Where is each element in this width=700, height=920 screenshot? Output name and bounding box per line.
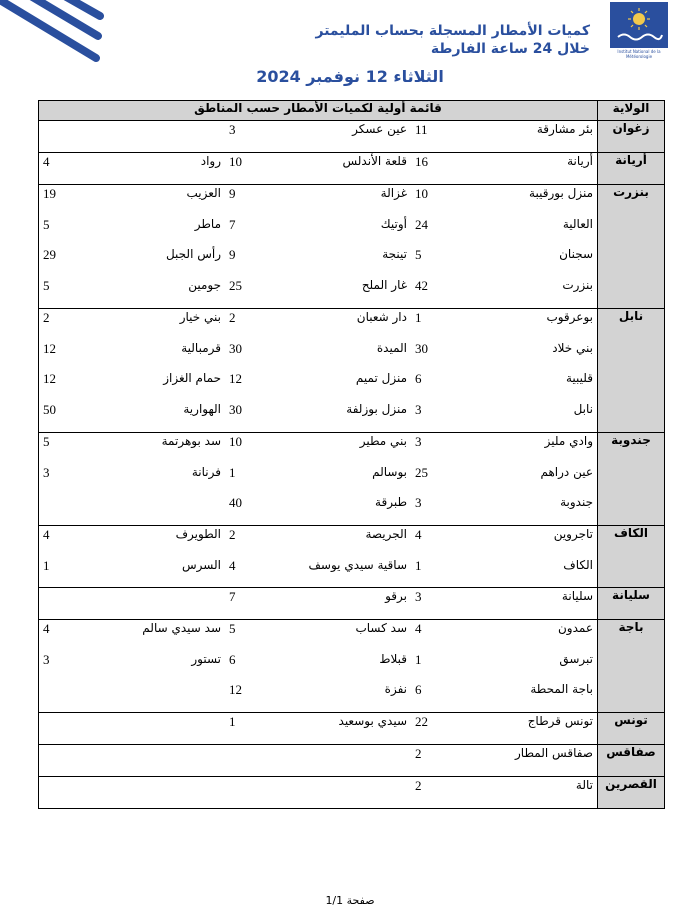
station-cell bbox=[225, 713, 411, 744]
rainfall-value: 30 bbox=[229, 341, 242, 356]
station-row bbox=[39, 464, 597, 494]
station-cell bbox=[411, 745, 597, 776]
station-cell bbox=[225, 216, 411, 246]
station-name: الجريصة bbox=[365, 527, 407, 541]
station-cell bbox=[411, 216, 597, 246]
governorate-name: الكاف bbox=[598, 526, 665, 588]
sun-wave-icon bbox=[614, 5, 664, 45]
station-name: قلعة الأندلس bbox=[342, 154, 407, 168]
rainfall-value: 12 bbox=[229, 371, 242, 386]
station-cell bbox=[225, 494, 411, 525]
list-column-header: قائمة أولية لكميات الأمطار حسب المناطق bbox=[39, 101, 598, 121]
rainfall-value: 3 bbox=[43, 652, 50, 667]
station-cell bbox=[225, 370, 411, 401]
rainfall-value: 2 bbox=[415, 778, 422, 793]
station-row bbox=[39, 401, 597, 432]
station-cell bbox=[225, 277, 411, 308]
station-name: العالية bbox=[562, 217, 593, 231]
rainfall-value: 4 bbox=[43, 527, 50, 542]
station-cell bbox=[39, 401, 225, 432]
rainfall-value: 10 bbox=[229, 154, 242, 169]
station-cell bbox=[411, 557, 597, 587]
station-name: بوعرقوب bbox=[546, 310, 593, 324]
station-name: بني خلاد bbox=[552, 341, 593, 355]
station-cell bbox=[39, 745, 225, 776]
station-cell bbox=[225, 185, 411, 216]
rainfall-value: 42 bbox=[415, 278, 428, 293]
governorate-group bbox=[39, 745, 665, 777]
station-row bbox=[39, 121, 597, 152]
station-cell bbox=[39, 681, 225, 712]
station-row bbox=[39, 277, 597, 308]
rainfall-value: 3 bbox=[415, 434, 422, 449]
station-row bbox=[39, 309, 597, 340]
rainfall-value: 22 bbox=[415, 714, 428, 729]
station-name: ماطر bbox=[194, 217, 221, 231]
rainfall-value: 30 bbox=[415, 341, 428, 356]
rainfall-value: 2 bbox=[229, 527, 236, 542]
station-cell bbox=[39, 340, 225, 370]
station-cell bbox=[411, 651, 597, 681]
rainfall-value: 6 bbox=[229, 652, 236, 667]
rainfall-value: 5 bbox=[229, 621, 236, 636]
station-name: ساقية سيدي يوسف bbox=[308, 558, 407, 572]
station-cell bbox=[411, 370, 597, 401]
station-name: سليانة bbox=[561, 589, 593, 603]
station-cell bbox=[39, 494, 225, 525]
station-name: تاجروين bbox=[553, 527, 593, 541]
rainfall-value: 6 bbox=[415, 371, 422, 386]
station-row bbox=[39, 745, 597, 776]
station-name: العزيب bbox=[186, 186, 221, 200]
station-name: رواد bbox=[200, 154, 221, 168]
station-name: بني خيار bbox=[179, 310, 221, 324]
station-name: فرنانة bbox=[191, 465, 221, 479]
station-row bbox=[39, 370, 597, 401]
rainfall-value: 2 bbox=[229, 310, 236, 325]
rainfall-value: 4 bbox=[415, 621, 422, 636]
station-cell bbox=[225, 121, 411, 152]
station-name: السرس bbox=[182, 558, 221, 572]
governorate-name: أريانة bbox=[598, 153, 665, 185]
station-cell bbox=[411, 121, 597, 152]
logo-caption: Institut National de la Météorologie bbox=[617, 49, 661, 59]
governorate-group bbox=[39, 309, 665, 433]
station-cell bbox=[411, 777, 597, 808]
rainfall-value: 16 bbox=[415, 154, 428, 169]
governorate-group bbox=[39, 777, 665, 809]
report-date: الثلاثاء 12 نوفمبر 2024 bbox=[256, 67, 444, 86]
station-cell bbox=[39, 620, 225, 651]
station-cell bbox=[39, 246, 225, 277]
rainfall-value: 24 bbox=[415, 217, 428, 232]
rainfall-value: 12 bbox=[43, 341, 56, 356]
station-cell bbox=[411, 433, 597, 464]
station-cell bbox=[39, 557, 225, 587]
rainfall-value: 2 bbox=[415, 746, 422, 761]
station-name: تينجة bbox=[382, 247, 407, 261]
rainfall-value: 1 bbox=[229, 714, 236, 729]
station-cell bbox=[39, 651, 225, 681]
station-cell bbox=[225, 246, 411, 277]
station-name: جندوبة bbox=[560, 495, 593, 509]
station-cell bbox=[411, 340, 597, 370]
station-name: دار شعبان bbox=[356, 310, 407, 324]
station-cell bbox=[411, 309, 597, 340]
station-cell bbox=[411, 464, 597, 494]
rainfall-value: 6 bbox=[415, 682, 422, 697]
station-name: عمدون bbox=[557, 621, 593, 635]
rainfall-value: 30 bbox=[229, 402, 242, 417]
station-row bbox=[39, 433, 597, 464]
governorate-name: صفاقس bbox=[598, 745, 665, 777]
station-name: باجة المحطة bbox=[530, 682, 593, 696]
station-row bbox=[39, 153, 597, 184]
rainfall-value: 4 bbox=[43, 621, 50, 636]
governorate-name: باجة bbox=[598, 620, 665, 713]
rainfall-value: 2 bbox=[43, 310, 50, 325]
station-name: تبرسق bbox=[559, 652, 593, 666]
governorate-group bbox=[39, 713, 665, 745]
station-name: قرمبالية bbox=[181, 341, 221, 355]
station-cell bbox=[225, 401, 411, 432]
station-name: غار الملح bbox=[361, 278, 407, 292]
station-name: سيدي بوسعيد bbox=[338, 714, 407, 728]
station-cell bbox=[411, 588, 597, 619]
station-name: سد سيدي سالم bbox=[142, 621, 221, 635]
station-name: نفزة bbox=[384, 682, 407, 696]
station-cell bbox=[39, 777, 225, 808]
rainfall-value: 50 bbox=[43, 402, 56, 417]
rainfall-value: 9 bbox=[229, 247, 236, 262]
station-cell bbox=[411, 277, 597, 308]
station-name: نابل bbox=[573, 402, 593, 416]
rainfall-value: 3 bbox=[415, 589, 422, 604]
station-name: رأس الجبل bbox=[165, 247, 221, 261]
station-cell bbox=[39, 370, 225, 401]
rainfall-value: 3 bbox=[229, 122, 236, 137]
station-name: الكاف bbox=[563, 558, 593, 572]
governorate-group bbox=[39, 121, 665, 153]
rainfall-value: 3 bbox=[415, 402, 422, 417]
station-name: قليبية bbox=[565, 371, 593, 385]
station-name: طبرقة bbox=[375, 495, 407, 509]
station-name: سجنان bbox=[559, 247, 593, 261]
station-cell bbox=[39, 216, 225, 246]
institute-logo bbox=[608, 2, 670, 58]
station-name: عين عسكر bbox=[352, 122, 407, 136]
station-name: سد بوهرتمة bbox=[161, 434, 221, 448]
station-cell bbox=[225, 557, 411, 587]
station-name: بني مطير bbox=[359, 434, 407, 448]
station-name: بنزرت bbox=[562, 278, 593, 292]
station-cell bbox=[39, 121, 225, 152]
rainfall-value: 12 bbox=[229, 682, 242, 697]
station-cell bbox=[225, 651, 411, 681]
rainfall-value: 4 bbox=[415, 527, 422, 542]
rainfall-table bbox=[38, 100, 665, 809]
governorate-group bbox=[39, 185, 665, 309]
station-name: الطويرف bbox=[175, 527, 221, 541]
station-row bbox=[39, 620, 597, 651]
station-row bbox=[39, 681, 597, 712]
decorative-stripes bbox=[0, 0, 110, 70]
station-name: بوسالم bbox=[372, 465, 407, 479]
station-name: تستور bbox=[191, 652, 221, 666]
station-row bbox=[39, 185, 597, 216]
station-row bbox=[39, 494, 597, 525]
station-name: جومين bbox=[188, 278, 221, 292]
rainfall-value: 9 bbox=[229, 186, 236, 201]
rainfall-value: 5 bbox=[43, 217, 50, 232]
station-cell bbox=[225, 309, 411, 340]
governorate-name: تونس bbox=[598, 713, 665, 745]
station-cell bbox=[225, 433, 411, 464]
governorate-name: القصرين bbox=[598, 777, 665, 809]
station-row bbox=[39, 713, 597, 744]
station-row bbox=[39, 588, 597, 619]
station-cell bbox=[39, 526, 225, 557]
rainfall-value: 19 bbox=[43, 186, 56, 201]
rainfall-value: 4 bbox=[229, 558, 236, 573]
title-line-1: كميات الأمطار المسجلة بحساب المليمتر bbox=[315, 23, 590, 39]
governorate-name: بنزرت bbox=[598, 185, 665, 309]
station-cell bbox=[225, 340, 411, 370]
governorate-name: نابل bbox=[598, 309, 665, 433]
rainfall-value: 5 bbox=[43, 278, 50, 293]
governorate-group bbox=[39, 433, 665, 526]
station-row bbox=[39, 216, 597, 246]
rainfall-value: 1 bbox=[229, 465, 236, 480]
station-cell bbox=[411, 494, 597, 525]
rainfall-value: 10 bbox=[229, 434, 242, 449]
title-line-2: خلال 24 ساعة الفارطة bbox=[430, 41, 590, 57]
station-name: حمام الغزاز bbox=[163, 371, 221, 385]
rainfall-value: 11 bbox=[415, 122, 428, 137]
station-cell bbox=[411, 681, 597, 712]
station-row bbox=[39, 526, 597, 557]
station-cell bbox=[225, 588, 411, 619]
station-row bbox=[39, 651, 597, 681]
station-name: صفاقس المطار bbox=[515, 746, 593, 760]
station-cell bbox=[411, 246, 597, 277]
station-cell bbox=[225, 153, 411, 184]
page-number: صفحة 1/1 bbox=[325, 894, 375, 907]
station-cell bbox=[225, 526, 411, 557]
station-cell bbox=[39, 464, 225, 494]
station-name: الهوارية bbox=[183, 402, 221, 416]
station-name: منزل تميم bbox=[355, 371, 407, 385]
rainfall-value: 4 bbox=[43, 154, 50, 169]
rainfall-value: 7 bbox=[229, 217, 236, 232]
rainfall-value: 40 bbox=[229, 495, 242, 510]
station-cell bbox=[39, 277, 225, 308]
rainfall-value: 12 bbox=[43, 371, 56, 386]
rainfall-value: 25 bbox=[229, 278, 242, 293]
station-name: بئر مشارقة bbox=[536, 122, 593, 136]
station-cell bbox=[411, 620, 597, 651]
station-cell bbox=[411, 713, 597, 744]
station-name: تالة bbox=[575, 778, 593, 792]
station-cell bbox=[411, 185, 597, 216]
station-cell bbox=[411, 401, 597, 432]
station-row bbox=[39, 246, 597, 277]
station-name: سد كساب bbox=[355, 621, 407, 635]
station-row bbox=[39, 340, 597, 370]
governorate-group bbox=[39, 526, 665, 588]
rainfall-value: 5 bbox=[415, 247, 422, 262]
station-name: أوتيك bbox=[380, 217, 407, 231]
governorate-group bbox=[39, 588, 665, 620]
station-cell bbox=[225, 681, 411, 712]
station-row bbox=[39, 557, 597, 587]
station-name: تونس قرطاج bbox=[527, 714, 593, 728]
rainfall-value: 10 bbox=[415, 186, 428, 201]
station-cell bbox=[225, 777, 411, 808]
rainfall-value: 5 bbox=[43, 434, 50, 449]
station-cell bbox=[225, 464, 411, 494]
station-name: وادي مليز bbox=[544, 434, 593, 448]
station-cell bbox=[39, 713, 225, 744]
governorate-name: زغوان bbox=[598, 121, 665, 153]
station-name: عين دراهم bbox=[540, 465, 593, 479]
station-name: الميدة bbox=[376, 341, 407, 355]
rainfall-value: 1 bbox=[415, 652, 422, 667]
rainfall-value: 7 bbox=[229, 589, 236, 604]
rainfall-value: 25 bbox=[415, 465, 428, 480]
station-cell bbox=[39, 588, 225, 619]
governorate-group bbox=[39, 620, 665, 713]
governorate-name: جندوبة bbox=[598, 433, 665, 526]
station-cell bbox=[39, 185, 225, 216]
rainfall-value: 1 bbox=[415, 310, 422, 325]
governorate-column-header: الولاية bbox=[598, 101, 665, 121]
rainfall-value: 1 bbox=[43, 558, 50, 573]
station-cell bbox=[39, 309, 225, 340]
station-row bbox=[39, 777, 597, 808]
station-name: برقو bbox=[385, 589, 407, 603]
station-cell bbox=[411, 526, 597, 557]
station-name: غزالة bbox=[380, 186, 407, 200]
station-name: منزل بورقيبة bbox=[529, 186, 593, 200]
governorate-name: سليانة bbox=[598, 588, 665, 620]
governorate-group bbox=[39, 153, 665, 185]
rainfall-value: 3 bbox=[43, 465, 50, 480]
station-name: أريانة bbox=[567, 154, 593, 168]
station-cell bbox=[225, 745, 411, 776]
station-name: قبلاط bbox=[379, 652, 407, 666]
rainfall-value: 1 bbox=[415, 558, 422, 573]
station-name: منزل بوزلفة bbox=[346, 402, 407, 416]
rainfall-value: 3 bbox=[415, 495, 422, 510]
station-cell bbox=[225, 620, 411, 651]
station-cell bbox=[411, 153, 597, 184]
rainfall-value: 29 bbox=[43, 247, 56, 262]
station-cell bbox=[39, 433, 225, 464]
station-cell bbox=[39, 153, 225, 184]
